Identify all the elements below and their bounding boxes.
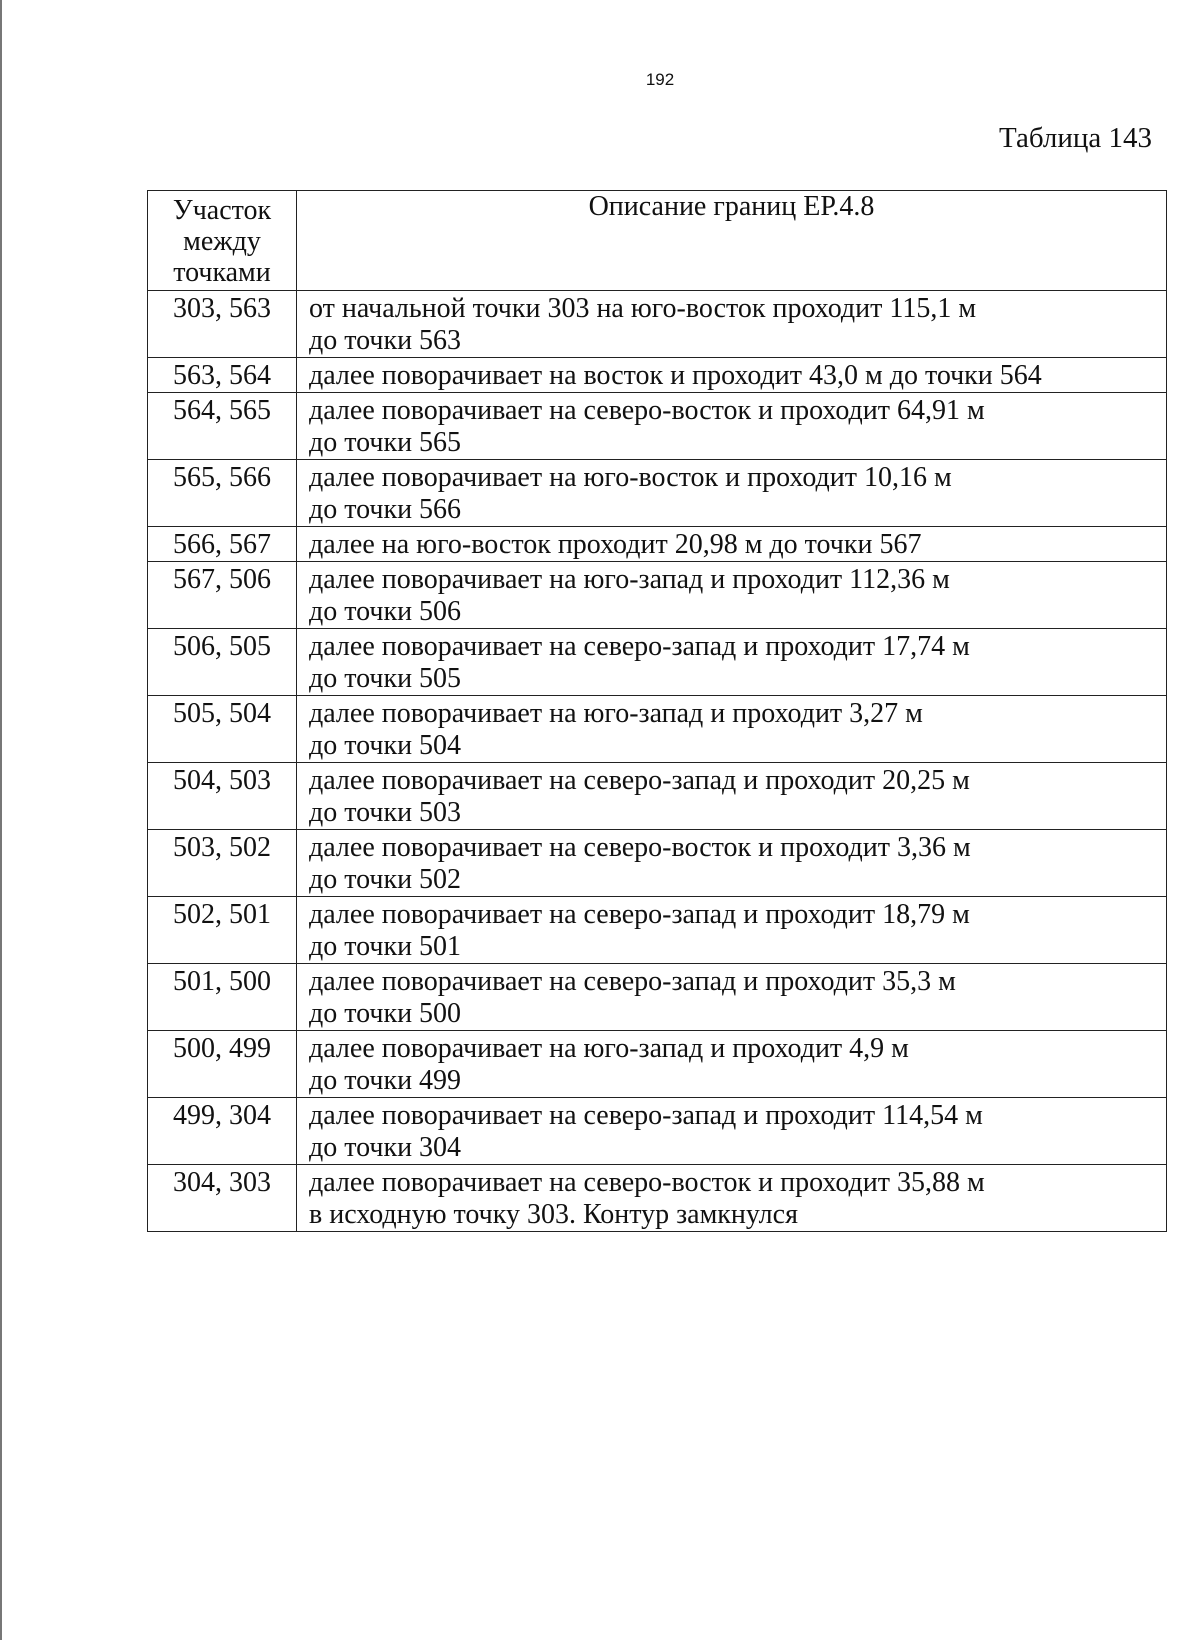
description-line: до точки 502 xyxy=(309,864,462,895)
description-line: далее поворачивает на восток и проходит 43,0 м до точки 564 xyxy=(309,360,1042,391)
description-line: до точки 503 xyxy=(309,797,462,828)
description-cell xyxy=(297,358,1167,393)
description-column-header: Описание границ ЕР.4.8 xyxy=(297,191,1167,291)
description-cell xyxy=(297,562,1167,629)
description-cell xyxy=(297,1031,1167,1098)
description-line: далее поворачивает на северо-восток и проходит 3,36 м xyxy=(309,832,971,863)
description-line: до точки 565 xyxy=(309,427,462,458)
description-line: далее поворачивает на северо-восток и проходит 35,88 м xyxy=(309,1167,985,1198)
table-caption: Таблица 143 xyxy=(998,122,1152,154)
description-line: далее на юго-восток проходит 20,98 м до точки 567 xyxy=(309,529,922,560)
segment-cell: 564, 565 xyxy=(148,393,297,460)
description-line: далее поворачивает на юго-запад и проходит 3,27 м xyxy=(309,698,923,729)
segment-cell: 502, 501 xyxy=(148,897,297,964)
description-line: далее поворачивает на северо-запад и проходит 114,54 м xyxy=(309,1100,983,1131)
description-line: далее поворачивает на северо-запад и проходит 20,25 м xyxy=(309,765,970,796)
description-line: от начальной точки 303 на юго-восток проходит 115,1 м xyxy=(309,293,977,324)
table-row xyxy=(148,696,1167,763)
segment-cell: 563, 564 xyxy=(148,358,297,393)
description-line: до точки 500 xyxy=(309,998,462,1029)
table-body xyxy=(148,291,1167,1232)
description-cell xyxy=(297,460,1167,527)
description-cell xyxy=(297,1098,1167,1165)
description-line: до точки 505 xyxy=(309,663,462,694)
table-row xyxy=(148,460,1167,527)
segment-cell: 499, 304 xyxy=(148,1098,297,1165)
description-line: далее поворачивает на северо-восток и проходит 64,91 м xyxy=(309,395,985,426)
table-header-row xyxy=(148,191,1167,291)
table-row xyxy=(148,897,1167,964)
description-cell xyxy=(297,629,1167,696)
segment-header-line: Участок xyxy=(172,195,272,226)
segment-header-line: точками xyxy=(173,257,271,288)
segment-cell: 503, 502 xyxy=(148,830,297,897)
table-row xyxy=(148,393,1167,460)
segment-cell: 504, 503 xyxy=(148,763,297,830)
description-line: далее поворачивает на северо-запад и проходит 18,79 м xyxy=(309,899,970,930)
description-line: далее поворачивает на юго-запад и проходит 112,36 м xyxy=(309,564,950,595)
segment-cell: 303, 563 xyxy=(148,291,297,358)
description-line: далее поворачивает на юго-запад и проходит 4,9 м xyxy=(309,1033,909,1064)
description-cell xyxy=(297,393,1167,460)
description-cell xyxy=(297,527,1167,562)
description-line: далее поворачивает на юго-восток и проходит 10,16 м xyxy=(309,462,952,493)
segment-cell: 567, 506 xyxy=(148,562,297,629)
description-cell xyxy=(297,696,1167,763)
description-line: до точки 563 xyxy=(309,325,462,356)
segment-cell: 501, 500 xyxy=(148,964,297,1031)
table-row xyxy=(148,291,1167,358)
description-cell xyxy=(297,763,1167,830)
segment-cell: 566, 567 xyxy=(148,527,297,562)
table-row xyxy=(148,358,1167,393)
description-cell xyxy=(297,291,1167,358)
table-row xyxy=(148,964,1167,1031)
segment-cell: 304, 303 xyxy=(148,1165,297,1232)
segment-header-line: между xyxy=(183,226,261,257)
description-line: до точки 504 xyxy=(309,730,462,761)
table-row xyxy=(148,1031,1167,1098)
description-line: до точки 566 xyxy=(309,494,462,525)
table-row xyxy=(148,527,1167,562)
description-cell xyxy=(297,897,1167,964)
description-line: до точки 506 xyxy=(309,596,462,627)
description-cell xyxy=(297,964,1167,1031)
description-line: далее поворачивает на северо-запад и проходит 17,74 м xyxy=(309,631,970,662)
page-number: 192 xyxy=(645,70,675,89)
scan-edge-line xyxy=(0,0,2,1640)
description-line: до точки 501 xyxy=(309,931,462,962)
table-row xyxy=(148,1098,1167,1165)
segment-cell: 500, 499 xyxy=(148,1031,297,1098)
segment-cell: 565, 566 xyxy=(148,460,297,527)
description-cell xyxy=(297,1165,1167,1232)
segment-cell: 506, 505 xyxy=(148,629,297,696)
table-row xyxy=(148,1165,1167,1232)
boundary-table xyxy=(147,190,1167,1232)
description-cell xyxy=(297,830,1167,897)
table-row xyxy=(148,629,1167,696)
description-line: в исходную точку 303. Контур замкнулся xyxy=(309,1199,798,1230)
description-line: далее поворачивает на северо-запад и проходит 35,3 м xyxy=(309,966,956,997)
table-row xyxy=(148,763,1167,830)
table-row xyxy=(148,830,1167,897)
segment-cell: 505, 504 xyxy=(148,696,297,763)
description-line: до точки 499 xyxy=(309,1065,462,1096)
table-row xyxy=(148,562,1167,629)
description-line: до точки 304 xyxy=(309,1132,462,1163)
segment-column-header xyxy=(148,191,297,291)
